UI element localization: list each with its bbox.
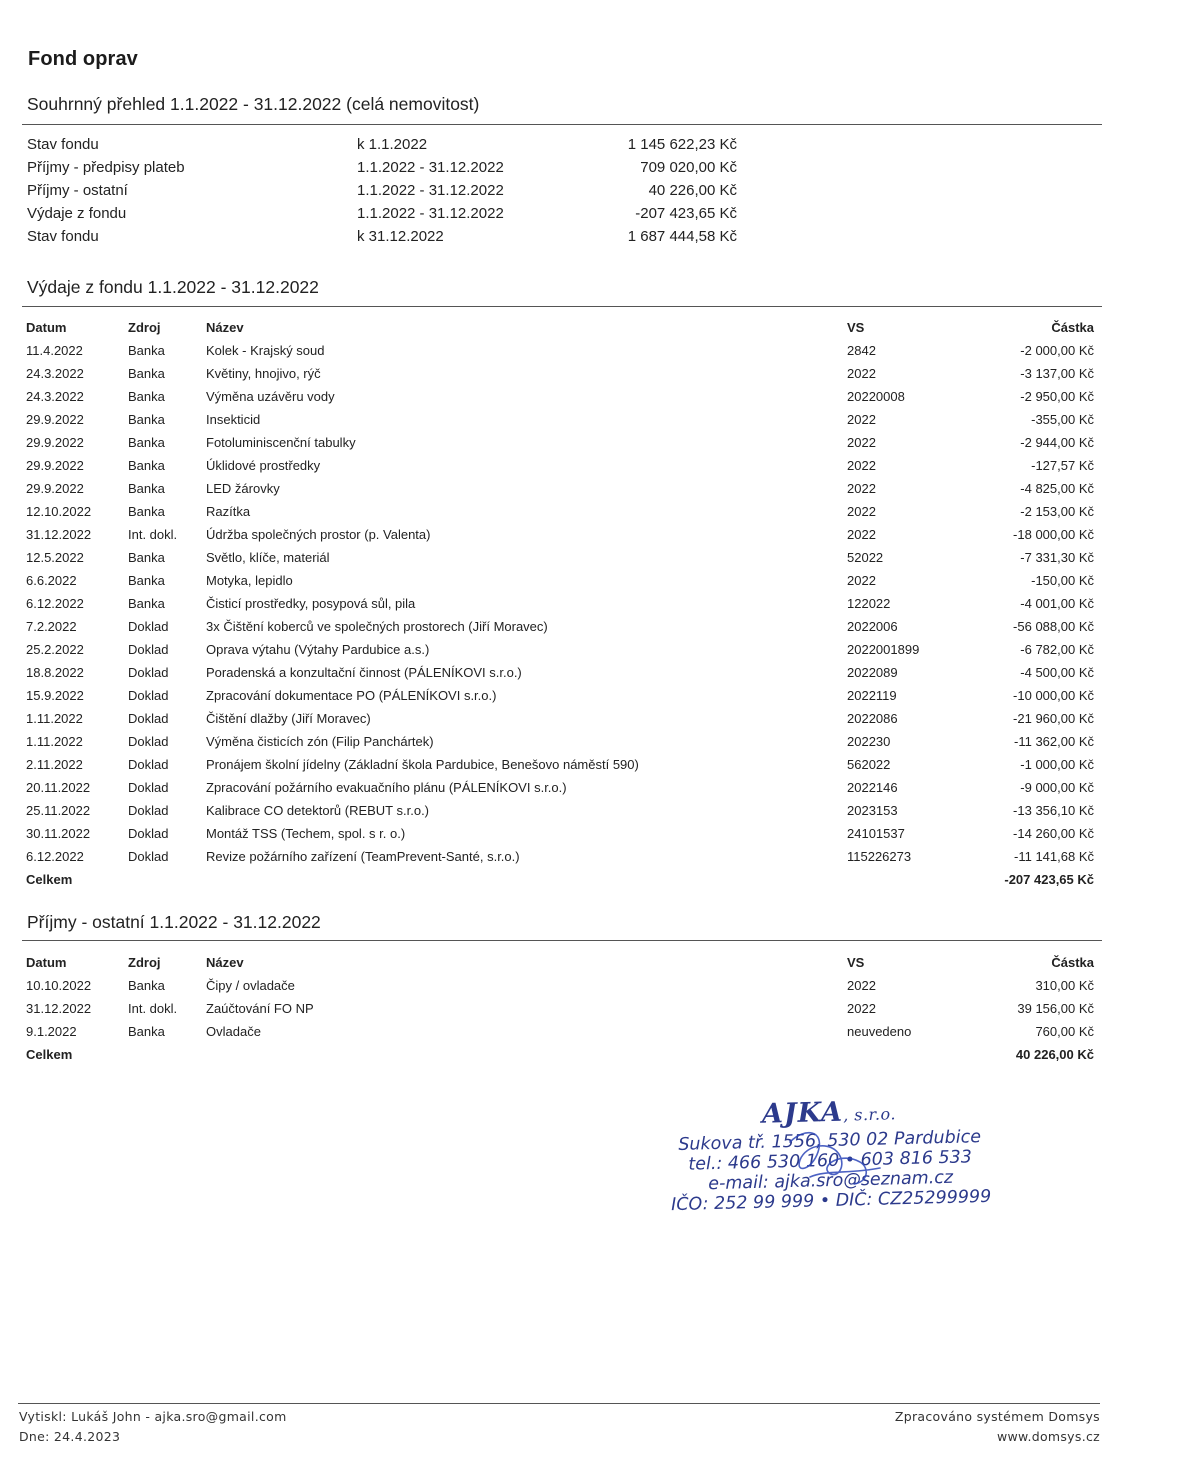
table-row bbox=[26, 642, 1094, 662]
summary-heading: Souhrnný přehled 1.1.2022 - 31.12.2022 (celá nemovitost) bbox=[27, 94, 480, 114]
row-name: Čištění dlažby (Jiří Moravec) bbox=[206, 711, 371, 726]
summary-row bbox=[27, 136, 737, 158]
footer-website: www.domsys.cz bbox=[997, 1429, 1100, 1444]
row-name: Výměna čisticích zón (Filip Panchártek) bbox=[206, 734, 434, 749]
row-source: Banka bbox=[128, 481, 165, 496]
row-date: 12.10.2022 bbox=[26, 504, 92, 519]
row-source: Banka bbox=[128, 435, 165, 450]
row-date: 11.4.2022 bbox=[26, 343, 83, 358]
table-row bbox=[26, 688, 1094, 708]
total-label: Celkem bbox=[26, 872, 73, 887]
column-header-name: Název bbox=[206, 955, 244, 970]
table-total-row bbox=[26, 1047, 1094, 1067]
row-date: 25.11.2022 bbox=[26, 803, 91, 818]
row-amount: 310,00 Kč bbox=[1035, 978, 1094, 993]
summary-label: Stav fondu bbox=[27, 228, 99, 245]
row-source: Int. dokl. bbox=[128, 527, 178, 542]
summary-label: Stav fondu bbox=[27, 136, 99, 153]
row-vs: 2022146 bbox=[847, 780, 898, 795]
row-date: 30.11.2022 bbox=[26, 826, 91, 841]
row-date: 1.11.2022 bbox=[26, 711, 83, 726]
row-name: Ovladače bbox=[206, 1024, 261, 1039]
row-vs: 2022 bbox=[847, 504, 876, 519]
stamp-brand-name: AJKA bbox=[761, 1096, 844, 1130]
row-vs: 2022 bbox=[847, 481, 876, 496]
row-name: Výměna uzávěru vody bbox=[206, 389, 335, 404]
footer-system: Zpracováno systémem Domsys bbox=[894, 1409, 1100, 1424]
stamp-phone: tel.: 466 530 160 • 603 816 533 bbox=[688, 1147, 973, 1175]
row-amount: -11 362,00 Kč bbox=[1014, 734, 1094, 749]
summary-period: k 1.1.2022 bbox=[357, 136, 428, 153]
row-date: 6.12.2022 bbox=[26, 849, 84, 864]
row-source: Banka bbox=[128, 550, 165, 565]
row-amount: -11 141,68 Kč bbox=[1014, 849, 1094, 864]
row-date: 6.12.2022 bbox=[26, 596, 84, 611]
row-vs: 2842 bbox=[847, 343, 876, 358]
table-row bbox=[26, 412, 1094, 432]
row-date: 6.6.2022 bbox=[26, 573, 77, 588]
table-row bbox=[26, 665, 1094, 685]
row-date: 1.11.2022 bbox=[26, 734, 83, 749]
row-vs: 2022 bbox=[847, 435, 876, 450]
stamp-ids: IČO: 252 99 999 • DIČ: CZ25299999 bbox=[670, 1186, 992, 1216]
row-vs: 24101537 bbox=[847, 826, 905, 841]
stamp-email: e-mail: ajka.sro@seznam.cz bbox=[708, 1167, 954, 1195]
row-name: Zaúčtování FO NP bbox=[206, 1001, 314, 1016]
total-amount: 40 226,00 Kč bbox=[1015, 1047, 1094, 1062]
row-source: Doklad bbox=[128, 803, 169, 818]
row-name: Montáž TSS (Techem, spol. s r. o.) bbox=[206, 826, 406, 841]
row-source: Doklad bbox=[128, 849, 169, 864]
summary-amount: 40 226,00 Kč bbox=[648, 182, 737, 199]
row-name: Údržba společných prostor (p. Valenta) bbox=[206, 527, 431, 542]
column-header-name: Název bbox=[206, 320, 244, 335]
row-vs: 2022 bbox=[847, 573, 876, 588]
row-date: 29.9.2022 bbox=[26, 412, 84, 427]
footer-date: Dne: 24.4.2023 bbox=[19, 1429, 121, 1444]
row-source: Banka bbox=[128, 1024, 165, 1039]
row-vs: 2022 bbox=[847, 527, 876, 542]
row-vs: 52022 bbox=[847, 550, 884, 565]
row-vs: 2022006 bbox=[847, 619, 898, 634]
stamp-address: Sukova tř. 1556, 530 02 Pardubice bbox=[678, 1127, 982, 1155]
row-source: Doklad bbox=[128, 619, 169, 634]
row-amount: -6 782,00 Kč bbox=[1020, 642, 1094, 657]
total-label: Celkem bbox=[26, 1047, 73, 1062]
row-vs: 122022 bbox=[847, 596, 891, 611]
table-header bbox=[26, 955, 1094, 975]
summary-amount: 709 020,00 Kč bbox=[640, 159, 737, 176]
row-name: Úklidové prostředky bbox=[206, 458, 321, 473]
row-date: 15.9.2022 bbox=[26, 688, 84, 703]
summary-period: k 31.12.2022 bbox=[357, 228, 444, 245]
footer-printed-by: Vytiskl: Lukáš John - ajka.sro@gmail.com bbox=[19, 1409, 287, 1424]
row-vs: 2022089 bbox=[847, 665, 898, 680]
row-name: Světlo, klíče, materiál bbox=[206, 550, 330, 565]
row-amount: -3 137,00 Kč bbox=[1020, 366, 1094, 381]
row-name: Razítka bbox=[206, 504, 251, 519]
row-vs: 562022 bbox=[847, 757, 891, 772]
row-name: Zpracování požárního evakuačního plánu (PÁLENÍKOVI s.r.o.) bbox=[206, 780, 567, 795]
table-row bbox=[26, 481, 1094, 501]
row-source: Banka bbox=[128, 412, 165, 427]
row-date: 24.3.2022 bbox=[26, 389, 84, 404]
row-date: 12.5.2022 bbox=[26, 550, 84, 565]
row-amount: -355,00 Kč bbox=[1031, 412, 1094, 427]
table-row bbox=[26, 978, 1094, 998]
table-row bbox=[26, 711, 1094, 731]
row-date: 31.12.2022 bbox=[26, 1001, 92, 1016]
row-name: Revize požárního zařízení (TeamPrevent-Santé, s.r.o.) bbox=[206, 849, 520, 864]
row-vs: 2023153 bbox=[847, 803, 898, 818]
row-amount: -7 331,30 Kč bbox=[1020, 550, 1094, 565]
other-income-divider bbox=[22, 940, 1102, 941]
row-vs: neuvedeno bbox=[847, 1024, 912, 1039]
column-header-amount: Částka bbox=[1051, 320, 1094, 335]
row-source: Banka bbox=[128, 504, 165, 519]
row-source: Doklad bbox=[128, 780, 169, 795]
row-vs: 202230 bbox=[847, 734, 891, 749]
column-header-vs: VS bbox=[847, 955, 865, 970]
row-source: Banka bbox=[128, 978, 165, 993]
handwritten-signature bbox=[770, 1122, 900, 1202]
row-amount: -21 960,00 Kč bbox=[1013, 711, 1094, 726]
row-amount: -9 000,00 Kč bbox=[1020, 780, 1094, 795]
row-vs: 2022119 bbox=[847, 688, 897, 703]
table-row bbox=[26, 1024, 1094, 1044]
row-source: Doklad bbox=[128, 826, 169, 841]
table-row bbox=[26, 573, 1094, 593]
row-date: 25.2.2022 bbox=[26, 642, 84, 657]
expenses-heading: Výdaje z fondu 1.1.2022 - 31.12.2022 bbox=[27, 277, 319, 297]
summary-label: Příjmy - ostatní bbox=[27, 182, 128, 199]
row-vs: 20220008 bbox=[847, 389, 905, 404]
row-name: Motyka, lepidlo bbox=[206, 573, 293, 588]
row-source: Banka bbox=[128, 573, 165, 588]
row-amount: -2 000,00 Kč bbox=[1020, 343, 1094, 358]
row-amount: -2 153,00 Kč bbox=[1020, 504, 1094, 519]
row-amount: -150,00 Kč bbox=[1031, 573, 1094, 588]
footer-divider bbox=[18, 1403, 1100, 1404]
row-vs: 2022086 bbox=[847, 711, 898, 726]
summary-row bbox=[27, 228, 737, 250]
total-amount: -207 423,65 Kč bbox=[1004, 872, 1094, 887]
row-source: Doklad bbox=[128, 642, 169, 657]
table-row bbox=[26, 504, 1094, 524]
row-date: 9.1.2022 bbox=[26, 1024, 77, 1039]
row-source: Doklad bbox=[128, 711, 169, 726]
row-name: Čipy / ovladače bbox=[206, 978, 295, 993]
table-row bbox=[26, 527, 1094, 547]
row-name: Kalibrace CO detektorů (REBUT s.r.o.) bbox=[206, 803, 430, 818]
row-source: Doklad bbox=[128, 757, 169, 772]
row-name: Čisticí prostředky, posypová sůl, pila bbox=[206, 596, 416, 611]
row-date: 31.12.2022 bbox=[26, 527, 92, 542]
other-income-heading: Příjmy - ostatní 1.1.2022 - 31.12.2022 bbox=[27, 912, 321, 932]
row-date: 18.8.2022 bbox=[26, 665, 84, 680]
row-date: 7.2.2022 bbox=[26, 619, 77, 634]
row-vs: 2022 bbox=[847, 1001, 876, 1016]
row-date: 29.9.2022 bbox=[26, 458, 84, 473]
summary-label: Výdaje z fondu bbox=[27, 205, 127, 222]
row-date: 29.9.2022 bbox=[26, 481, 84, 496]
row-date: 24.3.2022 bbox=[26, 366, 84, 381]
row-amount: 39 156,00 Kč bbox=[1017, 1001, 1094, 1016]
column-header-source: Zdroj bbox=[128, 955, 161, 970]
column-header-date: Datum bbox=[26, 955, 67, 970]
row-amount: -13 356,10 Kč bbox=[1013, 803, 1094, 818]
table-row bbox=[26, 803, 1094, 823]
summary-row bbox=[27, 205, 737, 227]
row-vs: 2022 bbox=[847, 412, 876, 427]
table-row bbox=[26, 734, 1094, 754]
page-title: Fond oprav bbox=[28, 48, 138, 70]
column-header-source: Zdroj bbox=[128, 320, 161, 335]
table-row bbox=[26, 1001, 1094, 1021]
row-source: Banka bbox=[128, 596, 165, 611]
summary-amount: -207 423,65 Kč bbox=[635, 205, 737, 222]
row-amount: -4 825,00 Kč bbox=[1020, 481, 1094, 496]
row-source: Doklad bbox=[128, 688, 169, 703]
row-amount: -2 944,00 Kč bbox=[1020, 435, 1094, 450]
row-name: Zpracování dokumentace PO (PÁLENÍKOVI s.r.o.) bbox=[206, 688, 497, 703]
row-name: Kolek - Krajský soud bbox=[206, 343, 325, 358]
summary-period: 1.1.2022 - 31.12.2022 bbox=[357, 205, 504, 222]
row-amount: -4 500,00 Kč bbox=[1020, 665, 1094, 680]
row-date: 20.11.2022 bbox=[26, 780, 91, 795]
row-amount: -2 950,00 Kč bbox=[1020, 389, 1094, 404]
summary-period: 1.1.2022 - 31.12.2022 bbox=[357, 159, 504, 176]
row-amount: -14 260,00 Kč bbox=[1013, 826, 1094, 841]
row-source: Banka bbox=[128, 343, 165, 358]
row-name: Poradenská a konzultační činnost (PÁLENÍKOVI s.r.o.) bbox=[206, 665, 522, 680]
row-amount: -4 001,00 Kč bbox=[1020, 596, 1094, 611]
row-amount: 760,00 Kč bbox=[1035, 1024, 1094, 1039]
summary-amount: 1 687 444,58 Kč bbox=[627, 228, 737, 245]
row-amount: -127,57 Kč bbox=[1031, 458, 1094, 473]
row-name: Insekticid bbox=[206, 412, 261, 427]
row-date: 29.9.2022 bbox=[26, 435, 84, 450]
table-row bbox=[26, 366, 1094, 386]
row-amount: -10 000,00 Kč bbox=[1013, 688, 1094, 703]
row-name: Květiny, hnojivo, rýč bbox=[206, 366, 321, 381]
row-vs: 115226273 bbox=[847, 849, 912, 864]
table-row bbox=[26, 849, 1094, 869]
row-name: LED žárovky bbox=[206, 481, 280, 496]
table-row bbox=[26, 780, 1094, 800]
column-header-vs: VS bbox=[847, 320, 865, 335]
row-name: 3x Čištění koberců ve společných prostorech (Jiří Moravec) bbox=[206, 619, 548, 634]
row-amount: -1 000,00 Kč bbox=[1020, 757, 1094, 772]
summary-row bbox=[27, 159, 737, 181]
table-row bbox=[26, 389, 1094, 409]
row-amount: -18 000,00 Kč bbox=[1013, 527, 1094, 542]
summary-period: 1.1.2022 - 31.12.2022 bbox=[357, 182, 504, 199]
summary-divider bbox=[22, 124, 1102, 125]
row-date: 10.10.2022 bbox=[26, 978, 92, 993]
table-header bbox=[26, 320, 1094, 340]
row-name: Oprava výtahu (Výtahy Pardubice a.s.) bbox=[206, 642, 430, 657]
table-row bbox=[26, 826, 1094, 846]
row-name: Fotoluminiscenční tabulky bbox=[206, 435, 356, 450]
column-header-date: Datum bbox=[26, 320, 67, 335]
row-vs: 2022 bbox=[847, 978, 876, 993]
table-row bbox=[26, 619, 1094, 639]
table-row bbox=[26, 596, 1094, 616]
table-row bbox=[26, 757, 1094, 777]
row-vs: 2022001899 bbox=[847, 642, 920, 657]
table-row bbox=[26, 435, 1094, 455]
row-source: Doklad bbox=[128, 734, 169, 749]
row-source: Banka bbox=[128, 366, 165, 381]
row-vs: 2022 bbox=[847, 458, 876, 473]
row-source: Doklad bbox=[128, 665, 169, 680]
row-name: Pronájem školní jídelny (Základní škola Pardubice, Benešovo náměstí 590) bbox=[206, 757, 639, 772]
row-date: 2.11.2022 bbox=[26, 757, 83, 772]
row-source: Banka bbox=[128, 389, 165, 404]
stamp-legal-form: , s.r.o. bbox=[842, 1104, 897, 1125]
expenses-divider bbox=[22, 306, 1102, 307]
column-header-amount: Částka bbox=[1051, 955, 1094, 970]
row-amount: -56 088,00 Kč bbox=[1013, 619, 1094, 634]
summary-amount: 1 145 622,23 Kč bbox=[627, 136, 737, 153]
row-vs: 2022 bbox=[847, 366, 876, 381]
table-row bbox=[26, 343, 1094, 363]
row-source: Int. dokl. bbox=[128, 1001, 178, 1016]
table-row bbox=[26, 550, 1094, 570]
summary-row bbox=[27, 182, 737, 204]
row-source: Banka bbox=[128, 458, 165, 473]
summary-label: Příjmy - předpisy plateb bbox=[27, 159, 185, 176]
table-total-row bbox=[26, 872, 1094, 892]
table-row bbox=[26, 458, 1094, 478]
